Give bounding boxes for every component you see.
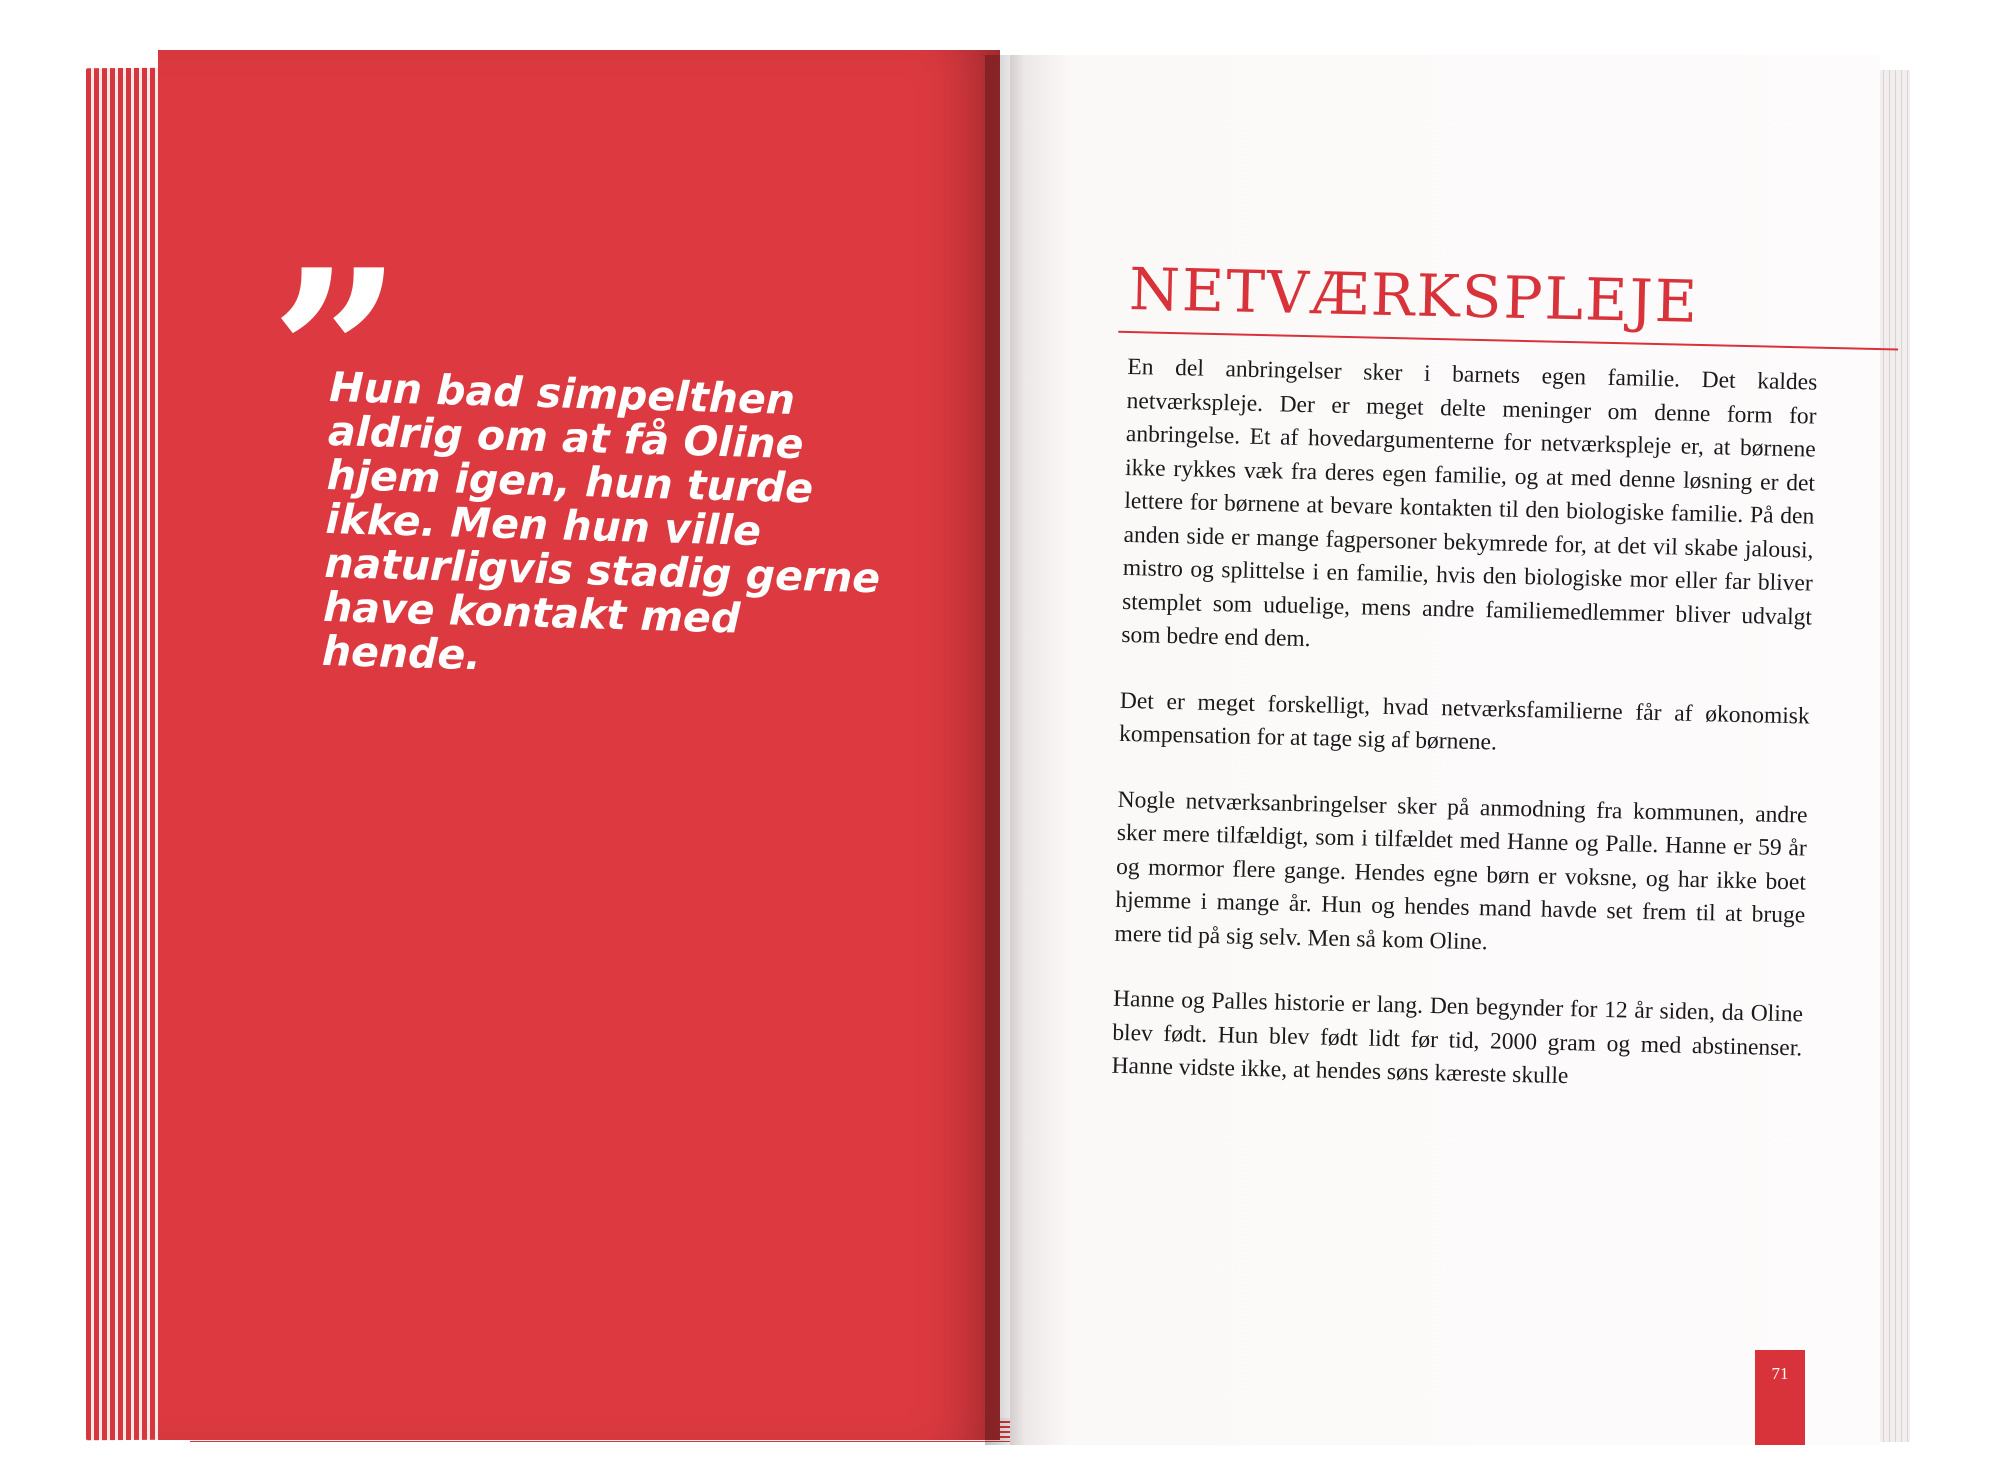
right-page	[1010, 55, 1880, 1445]
pull-quote: Hun bad simpelthen aldrig om at få Oline hjem igen, hun turde ikke. Men hun ville naturligvis stadig gerne have kontakt med hende.	[321, 363, 881, 680]
body-paragraph: Nogle netværksanbringelser sker på anmodning fra kommunen, andre sker mere tilfældigt, som i tilfældet med Hanne og Palle. Hanne er 59 år og mormor flere gange. Hendes egne børn er voksne, og har ikke boet hjemme i mange år. Hun og hendes mand havde set frem til at bruge mere tid på sig selv. Men så kom Oline.	[1114, 786, 1808, 955]
page-number-tab	[1755, 1350, 1805, 1445]
left-page	[158, 50, 1000, 1440]
chapter-title: NETVÆRKSPLEJE	[1128, 255, 1700, 336]
left-page-stack-edges	[86, 68, 166, 1441]
body-paragraph: En del anbringelser sker i barnets egen familie. Det kaldes netværkspleje. Der er meget delte meninger om denne form for anbringelse. Et af hovedargumenterne for netværkspleje er, at børnene ikke rykkes væk fra deres egen familie, og at med denne løsning er det lettere for børnene at bevare kontakten til den biologiske familie. På den anden side er mange fagpersoner bekymrede for, at det vil skabe jalousi, mistro og splittelse i en familie, hvis den biologiske mor eller far bliver stemplet som uduelige, mens andre familiemedlemmer bliver udvalgt som bedre end dem.	[1121, 353, 1818, 653]
book-gutter-shadow	[985, 55, 1025, 1445]
page-number: 71	[1771, 1364, 1789, 1383]
body-paragraph: Det er meget forskelligt, hvad netværksfamilierne får af økonomisk kompensation for at tage sig af børnene.	[1118, 687, 1811, 756]
page-body	[1110, 255, 1819, 1131]
quote-mark-icon: ”	[270, 220, 403, 490]
body-paragraph: Hanne og Palles historie er lang. Den begynder for 12 år siden, da Oline blev født. Hun blev født lidt før tid, 2000 gram og med abstinenser. Hanne vidste ikke, at hendes søns kæreste skulle	[1111, 985, 1804, 1090]
